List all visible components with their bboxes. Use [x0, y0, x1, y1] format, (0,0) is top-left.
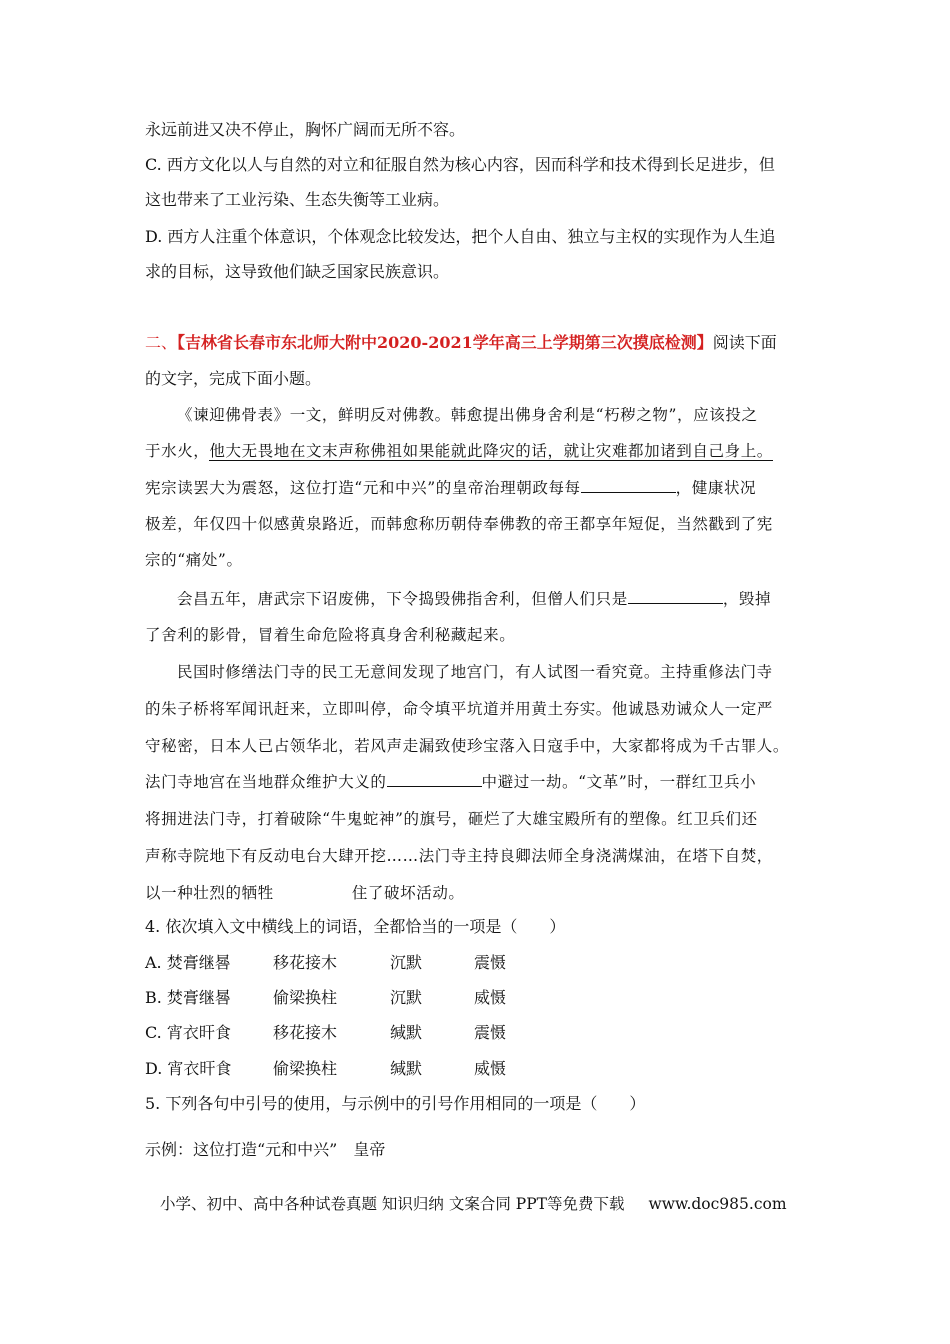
- passage-p1-l2: [145, 441, 773, 461]
- option-word: 偷梁换柱: [273, 1059, 338, 1078]
- option-word: 缄默: [390, 1023, 423, 1042]
- fill-blank-3: [387, 772, 482, 787]
- passage-text: 以一种壮烈的牺牲: [145, 884, 274, 902]
- passage-p2-l2: 了舍利的影骨，冒着生命危险将真身舍利秘藏起来。: [145, 626, 516, 644]
- option-c-line-2: 这也带来了工业污染、生态失衡等工业病。: [145, 190, 450, 209]
- section-instruction: 阅读下面: [712, 333, 777, 352]
- option-word: 沉默: [390, 988, 423, 1007]
- passage-p3-l1: 民国时修缮法门寺的民工无意间发现了地宫门，有人试图一看究竟。主持重修法门寺: [177, 663, 773, 681]
- passage-text: 会昌五年，唐武宗下诏废佛，下令捣毁佛指舍利，但僧人们只是: [177, 590, 628, 608]
- passage-p1-l1: 《谏迎佛骨表》一文，鲜明反对佛教。韩愈提出佛身舍利是“朽秽之物”，应该投之: [177, 406, 758, 424]
- question-4-stem: 4. 依次填入文中横线上的词语，全都恰当的一项是（ ）: [145, 917, 566, 936]
- underlined-sentence: 他大无畏地在文末声称佛祖如果能就此降灾的话，就让灾难都加诸到自己身上。: [209, 442, 773, 460]
- option-word: A. 焚膏继晷: [145, 953, 231, 972]
- passage-text: ，健康状况: [675, 479, 757, 497]
- option-word: D. 宵衣旰食: [145, 1059, 232, 1078]
- passage-p1-l4: 极差，年仅四十似感黄泉路近，而韩愈称历朝侍奉佛教的帝王都享年短促，当然戳到了宪: [145, 515, 773, 533]
- option-word: 震慑: [474, 1023, 507, 1042]
- option-word: 沉默: [390, 953, 423, 972]
- option-word: 移花接木: [273, 953, 338, 972]
- passage-p1-l5: 宗的“痛处”。: [145, 551, 243, 569]
- option-word: 震慑: [474, 953, 507, 972]
- option-word: C. 宵衣旰食: [145, 1023, 231, 1042]
- option-word: B. 焚膏继晷: [145, 988, 231, 1007]
- footer-url[interactable]: www.doc985.com: [648, 1195, 787, 1213]
- passage-p1-l3: [145, 478, 756, 498]
- option-word: 缄默: [390, 1059, 423, 1078]
- page-footer: [160, 1192, 787, 1214]
- passage-text: 法门寺地宫在当地群众维护大义的: [145, 773, 387, 791]
- section-number: 二、: [145, 333, 178, 352]
- passage-p3-l6: 声称寺院地下有反动电台大肆开挖……法门寺主持良卿法师全身浇满煤油，在塔下自焚，: [145, 847, 773, 865]
- passage-p3-l7: [145, 883, 465, 903]
- question-5-stem: 5. 下列各句中引号的使用，与示例中的引号作用相同的一项是（ ）: [145, 1094, 646, 1113]
- fill-blank-2: [628, 589, 723, 604]
- passage-p2-l1: [177, 589, 771, 609]
- passage-p3-l4: [145, 772, 756, 792]
- option-d-line-1: D. 西方人注重个体意识，个体观念比较发达，把个人自由、独立与主权的实现作为人生追: [145, 227, 776, 246]
- passage-p3-l2: 的朱子桥将军闻讯赶来，立即叫停，命令填平坑道并用黄土夯实。他诚恳劝诫众人一定严: [145, 700, 773, 718]
- footer-text: 小学、初中、高中各种试卷真题 知识归纳 文案合同 PPT等免费下载: [160, 1195, 625, 1213]
- option-d-line-2: 求的目标，这导致他们缺乏国家民族意识。: [145, 262, 450, 281]
- fill-blank-1: [581, 478, 676, 493]
- passage-text: 住了破坏活动。: [351, 884, 465, 902]
- passage-p3-l5: 将拥进法门寺，打着破除“牛鬼蛇神”的旗号，砸烂了大雄宝殿所有的塑像。红卫兵们还: [145, 810, 758, 828]
- section-instruction-2: 的文字，完成下面小题。: [145, 369, 322, 388]
- option-word: 偷梁换柱: [273, 988, 338, 1007]
- question-5-example: 示例：这位打造“元和中兴” 皇帝: [145, 1140, 386, 1159]
- section-heading: [145, 333, 777, 353]
- option-word: 威慑: [474, 988, 507, 1007]
- section-source: 【吉林省长春市东北师大附中2020-2021学年高三上学期第三次摸底检测】: [177, 333, 713, 352]
- option-word: 威慑: [474, 1059, 507, 1078]
- passage-text: 中避过一劫。“文革”时，一群红卫兵小: [481, 773, 757, 791]
- option-word: 移花接木: [273, 1023, 338, 1042]
- option-c-line-1: C. 西方文化以人与自然的对立和征服自然为核心内容，因而科学和技术得到长足进步，但: [145, 155, 775, 174]
- prev-text-line: 永远前进又决不停止，胸怀广阔而无所不容。: [145, 120, 466, 139]
- passage-text: 宪宗读罢大为震怒，这位打造“元和中兴”的皇帝治理朝政每每: [145, 479, 581, 497]
- passage-text: ，毁掉: [722, 590, 772, 608]
- passage-text: 于水火，: [145, 442, 210, 460]
- passage-p3-l3: 守秘密，日本人已占领华北，若风声走漏致使珍宝落入日寇手中，大家都将成为千古罪人。: [145, 737, 790, 755]
